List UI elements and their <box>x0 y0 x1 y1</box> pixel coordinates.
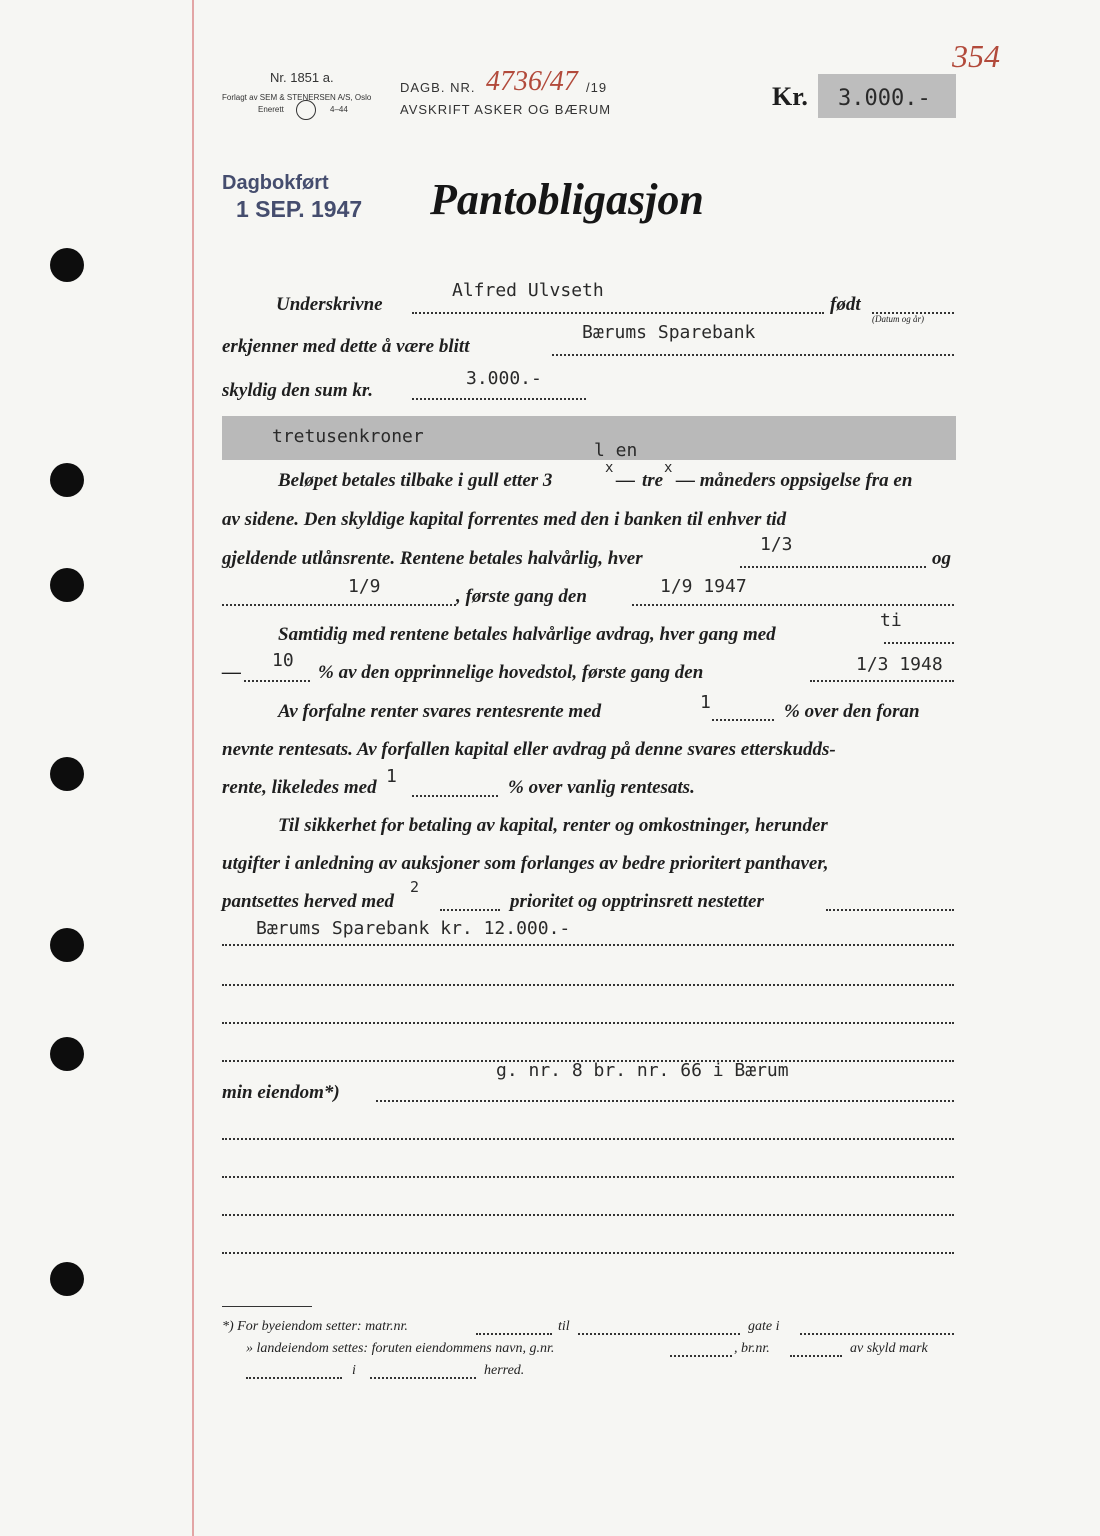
publisher-line: Forlagt av SEM & STENERSEN A/S, Oslo <box>222 93 372 102</box>
punch-hole <box>50 463 84 497</box>
text-line: utgifter i anledning av auksjoner som forlanges av bedre prioritert panthaver, <box>222 853 829 874</box>
dagb-number: 4736/47 <box>486 66 578 97</box>
punch-hole <box>50 248 84 282</box>
punch-hole <box>50 1037 84 1071</box>
footnote-text: av skyld mark <box>850 1341 928 1356</box>
publisher-enerett: Enerett <box>258 105 284 114</box>
page-number: 354 <box>952 38 1000 74</box>
dagb-year: /19 <box>586 80 608 95</box>
label-fodt: født <box>830 294 861 315</box>
publisher-logo <box>296 100 316 120</box>
punch-hole <box>50 757 84 791</box>
footnote-text: herred. <box>484 1363 525 1378</box>
late-interest: 1 <box>386 766 397 787</box>
text-line: Til sikkerhet for betaling av kapital, renter og omkostninger, herunder <box>278 815 828 836</box>
label-skyldig: skyldig den sum kr. <box>222 380 373 401</box>
label-min-eiendom: min eiendom*) <box>222 1082 340 1103</box>
text-line: rente, likeledes med <box>222 777 377 798</box>
publisher-date: 4–44 <box>330 105 348 114</box>
text-line: tre <box>642 470 664 491</box>
kr-label: Kr. <box>772 82 808 111</box>
label-underskrivne: Underskrivne <box>276 294 383 315</box>
text-line: Samtidig med rentene betales halvårlige avdrag, hver gang med <box>278 624 776 645</box>
mark-x: x <box>605 460 614 476</box>
text-line: Beløpet betales tilbake i gull etter 3 <box>278 470 553 491</box>
debtor-name: Alfred Ulvseth <box>452 280 604 301</box>
mark-x: x <box>664 460 673 476</box>
text-line: og <box>932 548 951 569</box>
text-line: gjeldende utlånsrente. Rentene betales halvårlig, hver <box>222 548 643 569</box>
first-installment-date: 1/3 1948 <box>856 654 943 675</box>
text-line: prioritet og opptrinsrett nestetter <box>510 891 764 912</box>
text-line: Av forfalne renter svares rentesrente med <box>278 701 602 722</box>
creditor-name: Bærums Sparebank <box>582 322 756 343</box>
footnote-rule <box>222 1306 312 1307</box>
page-title: Pantobligasjon <box>430 175 704 224</box>
installment-word: ti <box>880 610 902 631</box>
text-line: — måneders oppsigelse fra en <box>676 470 913 491</box>
stamp-dagbokfort: Dagbokført <box>222 172 329 194</box>
amount-value: 3.000.- <box>838 86 931 111</box>
priority-number: 2 <box>410 878 420 896</box>
text-line: , første gang den <box>456 586 587 607</box>
punch-hole <box>50 1262 84 1296</box>
sum-note: l en <box>594 440 638 461</box>
footnote-text: til <box>558 1319 570 1334</box>
text-line: nevnte rentesats. Av forfallen kapital eller avdrag på denne svares etterskudds- <box>222 739 836 760</box>
text-line: av sidene. Den skyldige kapital forrentes med den i banken til enhver tid <box>222 509 787 530</box>
footnote-text: *) For byeiendom setter: matr.nr. <box>222 1319 408 1334</box>
sum-in-words: tretusenkroner <box>272 426 424 447</box>
text-line: — <box>616 470 635 491</box>
red-margin-line <box>192 0 194 1536</box>
interest-date-1: 1/3 <box>760 534 793 555</box>
label-datum: (Datum og år) <box>872 314 924 324</box>
avskrift-line: AVSKRIFT ASKER OG BÆRUM <box>400 102 612 117</box>
stamp-date: 1 SEP. 1947 <box>236 196 363 222</box>
sum-value: 3.000.- <box>466 368 542 389</box>
first-interest-date: 1/9 1947 <box>660 576 747 597</box>
punch-hole <box>50 928 84 962</box>
footnote-text: , br.nr. <box>734 1341 770 1356</box>
form-number: Nr. 1851 a. <box>270 70 334 85</box>
footnote-text: » landeiendom settes: foruten eiendommens navn, g.nr. <box>246 1341 555 1356</box>
footnote-text: gate i <box>748 1319 780 1334</box>
interest-on-interest: 1 <box>700 692 711 713</box>
text-line: — <box>222 662 241 683</box>
text-line: pantsettes herved med <box>222 891 395 912</box>
installment-percent: 10 <box>272 650 294 671</box>
property-id: g. nr. 8 br. nr. 66 i Bærum <box>496 1060 789 1081</box>
label-erkjenner: erkjenner med dette å være blitt <box>222 336 470 357</box>
interest-date-2: 1/9 <box>348 576 381 597</box>
footnote-text: i <box>352 1363 356 1378</box>
text-line: % av den opprinnelige hovedstol, første gang den <box>318 662 704 683</box>
prior-mortgage: Bærums Sparebank kr. 12.000.- <box>256 918 571 939</box>
dagb-label: DAGB. NR. <box>400 80 476 95</box>
text-line: % over den foran <box>784 701 920 722</box>
text-line: % over vanlig rentesats. <box>508 777 695 798</box>
punch-hole <box>50 568 84 602</box>
